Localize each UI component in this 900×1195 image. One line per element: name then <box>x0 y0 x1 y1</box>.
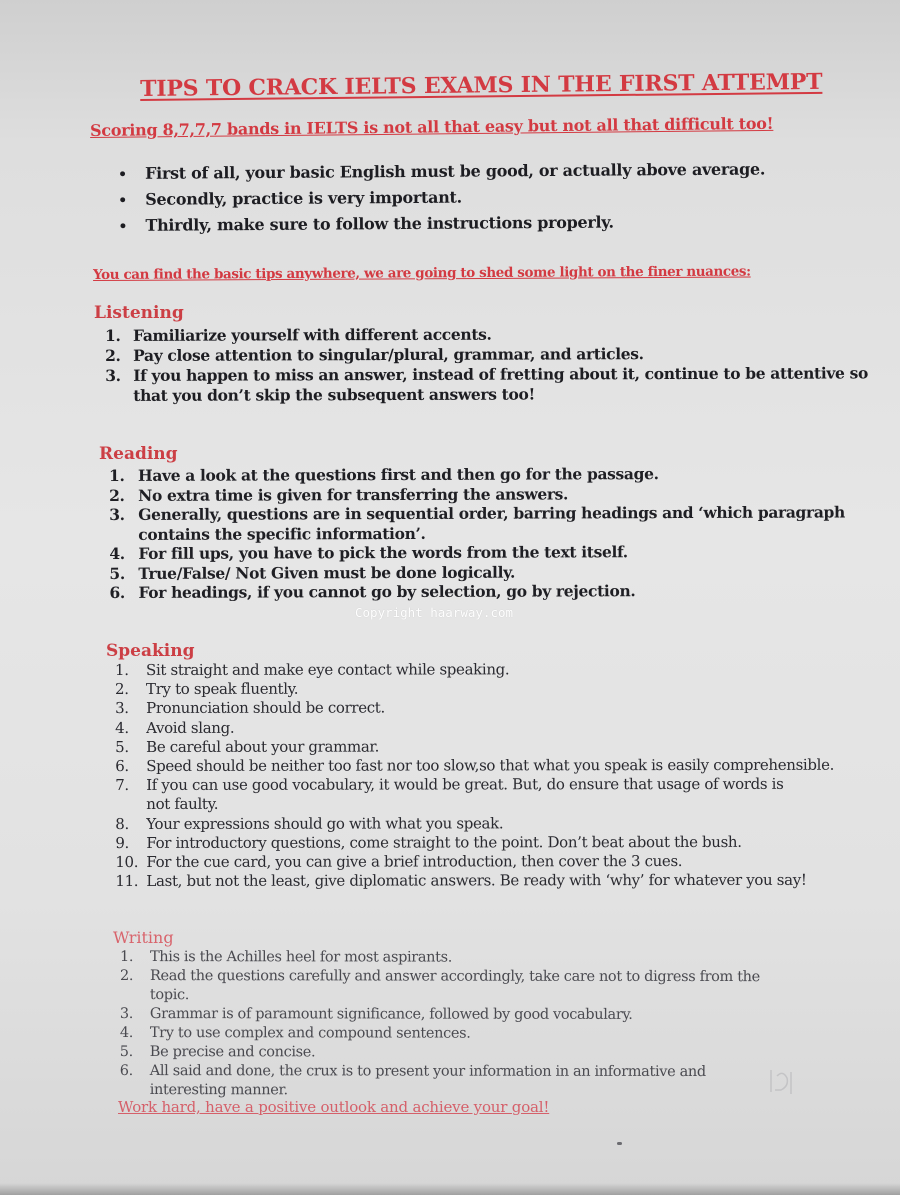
item-text-line: Avoid slang. <box>146 718 235 737</box>
item-text-line: topic. <box>149 987 190 1004</box>
list-item <box>115 833 834 853</box>
list-item <box>115 852 834 872</box>
item-text-line: Familiarize yourself with different accents. <box>132 324 492 345</box>
item-number: 2. <box>105 345 121 365</box>
item-text-line: If you happen to miss an answer, instead of fretting about it, continue to be attentive so <box>133 363 868 385</box>
item-number: 4. <box>109 543 125 563</box>
list-item <box>120 948 760 968</box>
item-number: 2. <box>109 485 125 505</box>
item-text-line: Last, but not the least, give diplomatic answers. Be ready with ‘why’ for whatever you say! <box>146 871 807 891</box>
list-item <box>120 1005 760 1025</box>
item-number: 6. <box>109 582 125 602</box>
item-text-line: that you don’t skip the subsequent answers too! <box>133 384 535 405</box>
bullet-icon: • <box>118 218 128 235</box>
item-text-line: For fill ups, you have to pick the words from the text itself. <box>138 542 628 563</box>
item-text-line: True/False/ Not Given must be done logically. <box>138 562 516 583</box>
item-number: 7. <box>115 776 129 795</box>
item-text-line: Be careful about your grammar. <box>146 737 380 756</box>
copyright-watermark: Copyright haarway.com <box>355 605 514 620</box>
item-number: 1. <box>115 660 129 679</box>
item-text-line: Try to speak fluently. <box>146 679 299 699</box>
list-item <box>115 660 834 680</box>
intro-bullet: • First of all, your basic English must be good, or actually above average. <box>118 159 766 183</box>
list-item <box>115 698 834 718</box>
dust-speck <box>617 1142 622 1145</box>
intro-bullet: • Secondly, practice is very important. <box>118 187 462 209</box>
list-item <box>109 502 845 544</box>
item-number: 4. <box>115 718 129 737</box>
writing-list <box>120 948 760 1101</box>
item-number: 5. <box>119 1043 133 1061</box>
list-item <box>120 967 760 1006</box>
list-item <box>109 541 845 563</box>
item-text-line: Grammar is of paramount significance, followed by good vocabulary. <box>149 1006 633 1023</box>
stamp-icon <box>763 1066 797 1098</box>
listening-list <box>105 323 868 406</box>
list-item <box>105 363 868 406</box>
list-item <box>109 483 845 505</box>
item-number: 3. <box>115 699 129 718</box>
list-item <box>115 813 834 833</box>
item-number: 3. <box>105 365 121 385</box>
item-number: 8. <box>115 814 129 833</box>
item-text-line: Try to use complex and compound sentences. <box>149 1025 471 1042</box>
item-text-line: not faulty. <box>146 795 219 814</box>
list-item <box>120 1062 760 1101</box>
section-heading-listening: Listening <box>94 303 184 323</box>
item-text-line: Have a look at the questions first and then go for the passage. <box>137 464 659 485</box>
section-heading-reading: Reading <box>99 444 178 464</box>
item-number: 3. <box>119 1005 134 1023</box>
item-number: 1. <box>109 465 125 485</box>
item-text-line: This is the Achilles heel for most aspirants. <box>149 949 453 966</box>
item-text-line: For headings, if you cannot go by selection, go by rejection. <box>138 581 636 602</box>
list-item <box>115 717 834 737</box>
list-item <box>109 580 845 602</box>
item-text-line: contains the specific information’. <box>138 523 426 544</box>
item-number: 9. <box>115 833 129 852</box>
list-item <box>115 679 834 699</box>
item-text-line: Sit straight and make eye contact while speaking. <box>145 660 510 679</box>
bullet-icon: • <box>118 192 127 209</box>
reading-list <box>109 463 845 602</box>
list-item <box>115 756 834 776</box>
speaking-list <box>115 660 834 892</box>
bullet-icon: • <box>118 166 127 183</box>
intro-bullet-list <box>118 159 766 242</box>
list-item <box>115 775 834 815</box>
item-number: 1. <box>119 949 134 966</box>
item-text-line: All said and done, the crux is to present your information in an informative and <box>149 1063 706 1081</box>
item-number: 3. <box>109 504 125 524</box>
list-item <box>115 871 834 891</box>
item-text-line: Pronunciation should be correct. <box>146 698 385 718</box>
item-number: 1. <box>105 325 121 345</box>
item-number: 2. <box>115 680 129 699</box>
item-text-line: No extra time is given for transferring the answers. <box>138 483 569 505</box>
nuances-note: You can find the basic tips anywhere, we are going to shed some light on the finer nuances: <box>93 263 751 283</box>
document-subtitle: Scoring 8,7,7,7 bands in IELTS is not all that easy but not all that difficult too! <box>90 113 774 140</box>
closing-line: Work hard, have a positive outlook and achieve your goal! <box>118 1098 550 1116</box>
item-number: 2. <box>119 968 134 985</box>
item-text-line: Speed should be neither too fast nor too slow,so that what you speak is easily comprehensible. <box>146 755 835 775</box>
item-number: 6. <box>119 1062 133 1080</box>
list-item <box>115 737 834 757</box>
intro-bullet: • Thirdly, make sure to follow the instructions properly. <box>118 212 614 235</box>
item-number: 5. <box>115 737 129 756</box>
page-bottom-shadow <box>0 1183 900 1195</box>
section-heading-speaking: Speaking <box>106 641 195 661</box>
item-text-line: For the cue card, you can give a brief introduction, then cover the 3 cues. <box>146 852 683 871</box>
item-text-line: Your expressions should go with what you speak. <box>146 813 504 833</box>
list-item <box>109 463 845 485</box>
document-title: TIPS TO CRACK IELTS EXAMS IN THE FIRST ATTEMPT <box>140 68 823 102</box>
item-text-line: For introductory questions, come straight to the point. Don’t beat about the bush. <box>146 832 742 852</box>
list-item <box>109 561 845 583</box>
list-item <box>120 1043 760 1063</box>
item-text-line: interesting manner. <box>149 1082 288 1099</box>
item-number: 4. <box>119 1024 134 1042</box>
section-heading-writing: Writing <box>113 928 174 947</box>
item-text-line: Be precise and concise. <box>149 1044 316 1061</box>
item-text-line: Read the questions carefully and answer accordingly, take care not to digress from the <box>149 968 760 986</box>
item-text-line: Generally, questions are in sequential order, barring headings and ‘which paragraph <box>138 502 845 524</box>
item-number: 6. <box>115 756 129 776</box>
list-item <box>105 343 868 366</box>
item-text-line: Pay close attention to singular/plural, grammar, and articles. <box>133 344 644 365</box>
item-text-line: If you can use good vocabulary, it would be great. But, do ensure that usage of words is <box>146 775 784 795</box>
list-item <box>105 323 868 346</box>
item-number: 10. <box>115 852 139 872</box>
item-number: 5. <box>109 563 125 583</box>
list-item <box>120 1024 760 1044</box>
item-number: 11. <box>115 872 139 891</box>
